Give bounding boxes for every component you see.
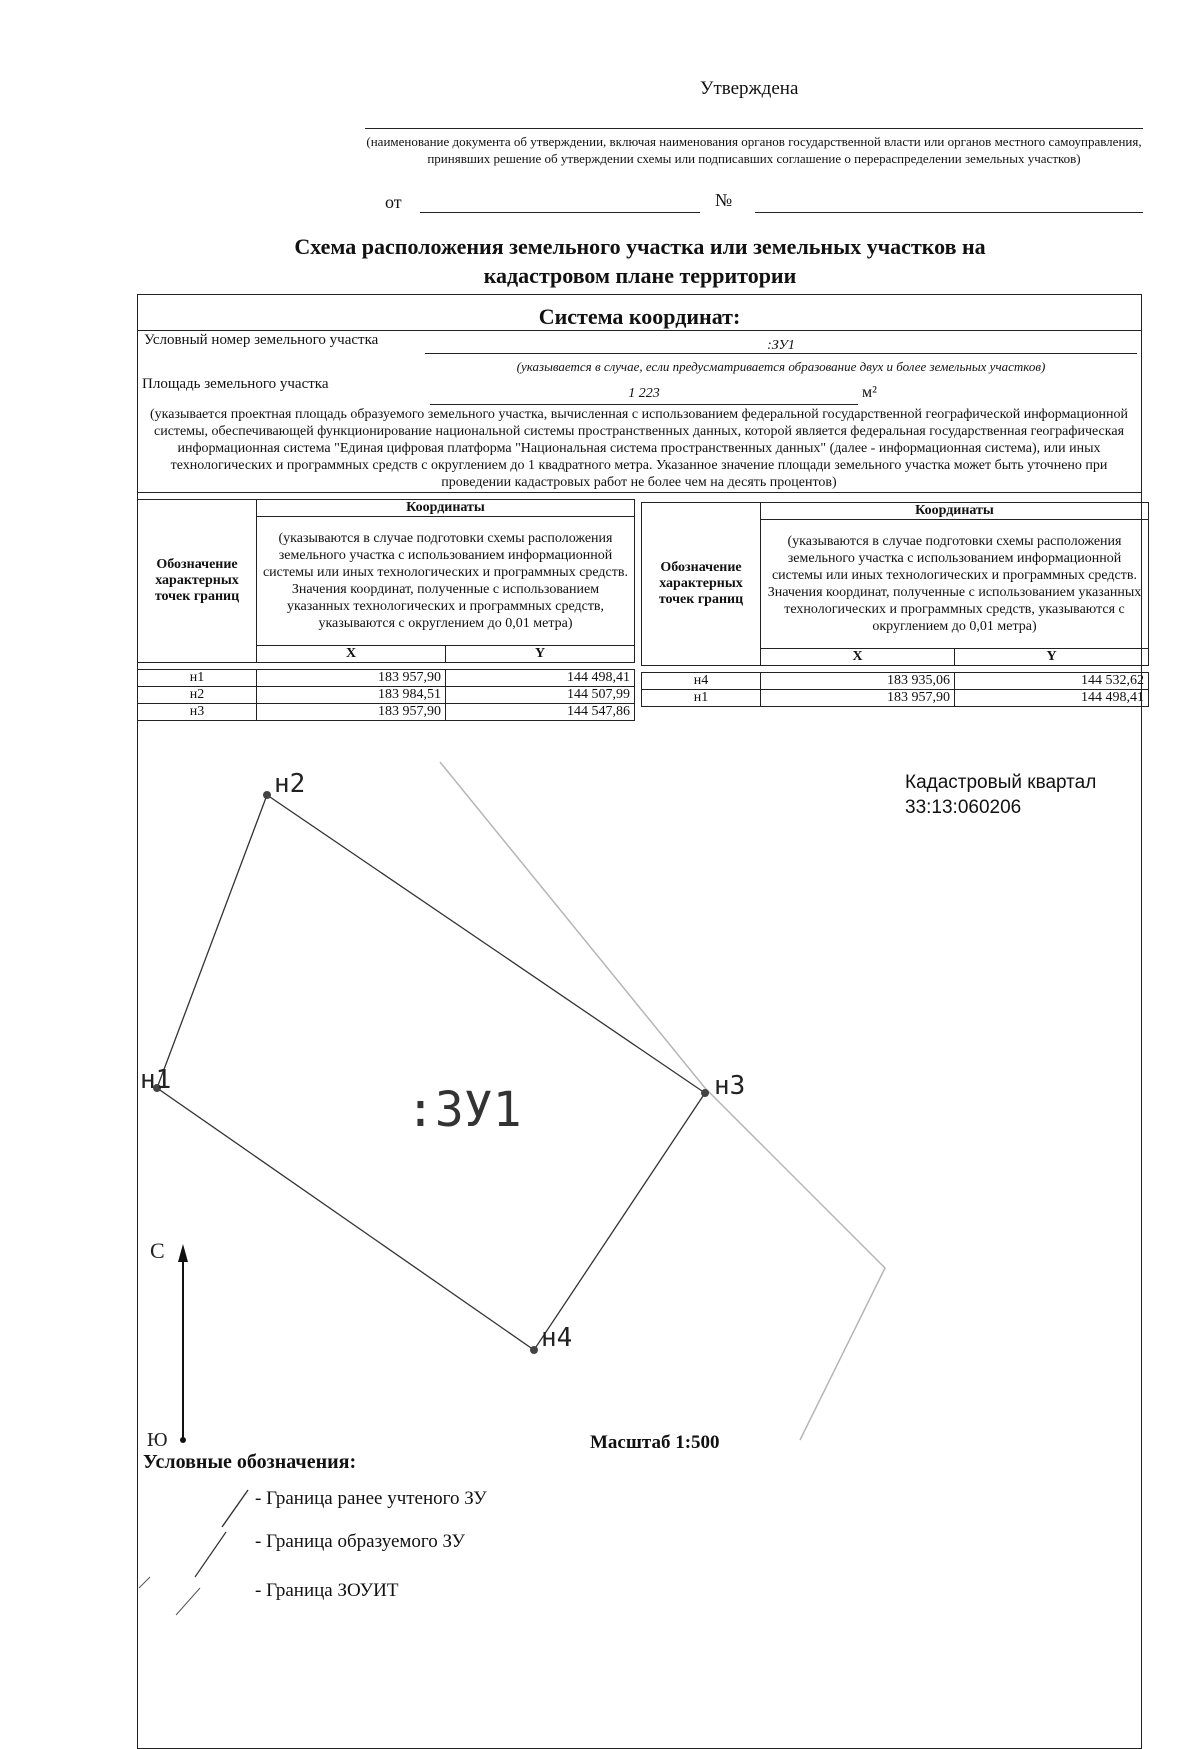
area-value: 1 223: [628, 386, 660, 401]
point-header: Обозначение характерных точек границ: [642, 503, 761, 666]
date-from-label: от: [385, 192, 402, 212]
point-label-n1: н1: [140, 1065, 172, 1095]
x-header: X: [257, 646, 446, 663]
north-arrow-icon: [178, 1244, 188, 1262]
x-cell: 183 984,51: [257, 687, 446, 704]
y-cell: 144 498,41: [446, 670, 635, 687]
point-label-n2: н2: [274, 769, 306, 799]
arrow-base-dot: [180, 1437, 186, 1443]
area-label: Площадь земельного участка: [142, 376, 329, 392]
x-cell: 183 957,90: [761, 690, 955, 707]
area-unit: м²: [862, 384, 877, 401]
point-cell: н3: [138, 704, 257, 721]
parcel-label: :ЗУ1: [406, 1082, 522, 1138]
coords-header: Координаты: [257, 500, 635, 517]
point-cell: н1: [138, 670, 257, 687]
x-cell: 183 957,90: [257, 704, 446, 721]
point-cell: н4: [642, 673, 761, 690]
point-header: Обозначение характерных точек границ: [138, 500, 257, 663]
point-label-n4: н4: [541, 1323, 573, 1353]
y-header: Y: [446, 646, 635, 663]
point-marker-n2: [263, 791, 271, 799]
north-label: С: [150, 1238, 165, 1263]
coordinate-system-label: Система координат:: [538, 304, 741, 329]
x-header: X: [761, 649, 955, 666]
legend-item-formed-boundary: - Граница образуемого ЗУ: [255, 1531, 465, 1552]
y-cell: 144 547,86: [446, 704, 635, 721]
legend-formed-boundary-icon: [195, 1532, 226, 1577]
parcel-number-label: Условный номер земельного участка: [144, 332, 379, 348]
parcel-boundary: [157, 795, 705, 1350]
y-header: Y: [955, 649, 1149, 666]
x-cell: 183 935,06: [761, 673, 955, 690]
point-marker-n3: [701, 1089, 709, 1097]
legend-zouit-icon-a: [139, 1577, 150, 1588]
scale-label: Масштаб 1:500: [590, 1432, 720, 1453]
legend-previous-boundary-icon: [222, 1490, 248, 1527]
area-note: (указывается проектная площадь образуемого земельного участка, вычисленная с использованием федеральной государственной географической информационной системы, обеспечивающей функционирование национальной системы пространственных данных, которой является федеральная государственная географическая информационная система "Единая цифровая платформа "Национальная система пространственных данных" (далее - информационная система), или иных технологических и программных средств с округлением до 1 квадратного метра. Указанное значение площади земельного участка может быть уточнено при проведении кадастровых работ не более чем на десять процентов): [150, 407, 1128, 490]
legend-item-zouit: - Граница ЗОУИТ: [255, 1580, 399, 1601]
cadastral-quarter-label: Кадастровый квартал: [905, 772, 1097, 793]
y-cell: 144 498,41: [955, 690, 1149, 707]
y-cell: 144 532,62: [955, 673, 1149, 690]
parcel-number-value: :ЗУ1: [767, 338, 795, 353]
legend-zouit-icon-b: [176, 1588, 200, 1615]
cadastral-quarter: [905, 770, 1096, 820]
point-cell: н1: [642, 690, 761, 707]
x-cell: 183 957,90: [257, 670, 446, 687]
legend-title: Условные обозначения:: [143, 1451, 357, 1473]
point-marker-n4: [530, 1346, 538, 1354]
parcel-number-note: (указывается в случае, если предусматривается образование двух и более земельных участков): [516, 359, 1046, 374]
south-label: Ю: [147, 1429, 168, 1451]
approval-doc-note: (наименование документа об утверждении, включая наименования органов государственной власти или органов местного самоуправления, принявших решение об утверждении схемы или подписавших соглашение о перераспределении земельных участков): [366, 134, 1142, 166]
number-label: №: [715, 190, 733, 210]
coords-note: (указываются в случае подготовки схемы расположения земельного участка с использованием информационной системы или иных технологических и программных средств. Значения координат, полученные с использованием указанных технологических и программных средств, указываются с округлением до 0,01 метра): [257, 517, 635, 646]
approved-heading: Утверждена: [700, 78, 799, 99]
document-title: Схема расположения земельного участка или земельных участков на кадастровом плане территории: [294, 234, 986, 288]
coords-header: Координаты: [761, 503, 1149, 520]
cadastral-quarter-number: 33:13:060206: [905, 797, 1022, 818]
legend-item-previous-boundary: - Граница ранее учтеного ЗУ: [255, 1488, 487, 1509]
coords-note: (указываются в случае подготовки схемы расположения земельного участка с использованием информационной системы или иных технологических и программных средств. Значения координат, полученные с использованием указанных технологических и программных средств, указываются с округлением до 0,01 метра): [761, 520, 1149, 649]
point-cell: н2: [138, 687, 257, 704]
point-label-n3: н3: [714, 1071, 746, 1101]
y-cell: 144 507,99: [446, 687, 635, 704]
